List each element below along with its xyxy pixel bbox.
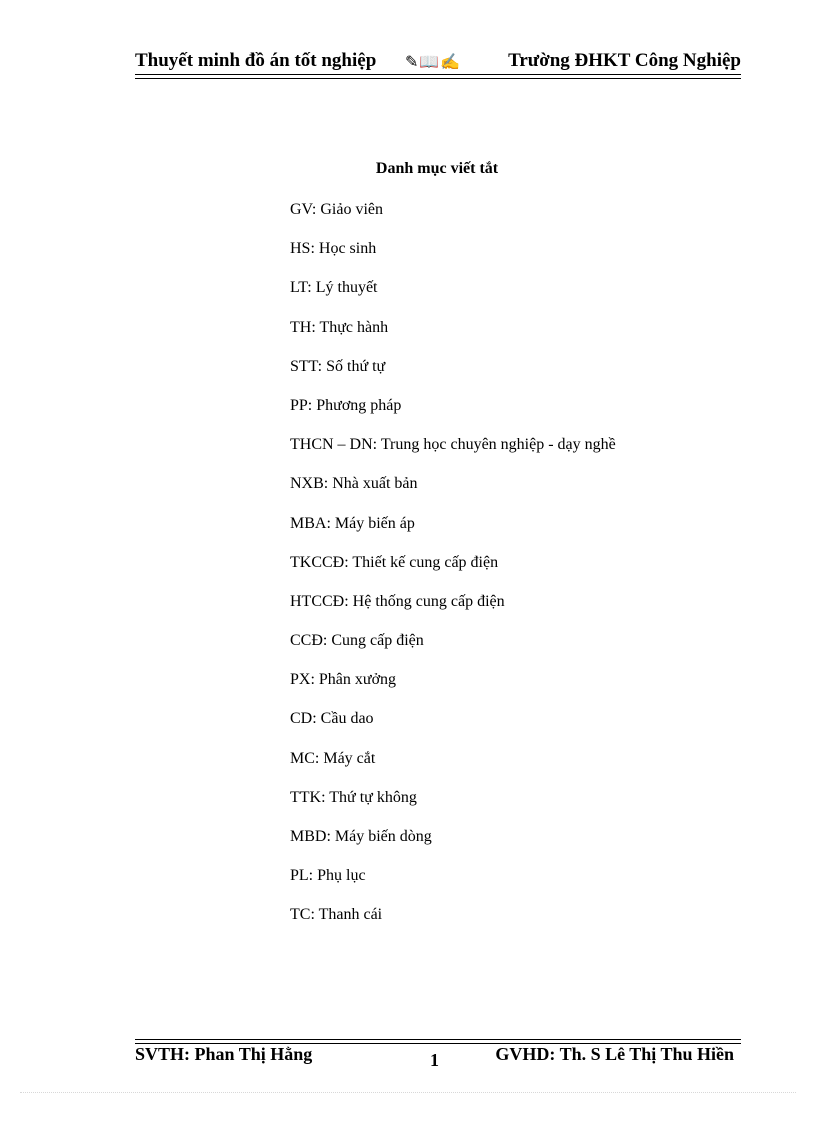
book-pen-ornament-icon: ✎📖✍: [405, 54, 462, 71]
list-item: PP: Phương pháp: [290, 396, 402, 414]
list-item: MBD: Máy biến dòng: [290, 828, 432, 845]
list-item: HS: Học sinh: [290, 240, 377, 258]
list-item: TKCCĐ: Thiết kế cung cấp điện: [290, 553, 499, 571]
list-item: TTK: Thứ tự không: [290, 788, 417, 806]
list-item: PX: Phân xưởng: [290, 671, 397, 689]
list-item: NXB: Nhà xuất bản: [290, 475, 418, 493]
list-item: PL: Phụ lục: [290, 867, 366, 885]
list-item: GV: Giảo viên: [290, 201, 384, 218]
list-item: MC: Máy cắt: [290, 749, 376, 767]
list-item: TC: Thanh cái: [290, 906, 383, 924]
list-item: THCN – DN: Trung học chuyên nghiệp - dạy nghề: [290, 436, 616, 454]
header-document-title: Thuyết minh đồ án tốt nghiệp: [135, 50, 377, 71]
list-item: LT: Lý thuyết: [290, 279, 378, 297]
page-title: Danh mục viết tắt: [375, 160, 499, 177]
page-number: 1: [430, 1050, 439, 1070]
list-item: TH: Thực hành: [290, 318, 389, 336]
list-item: HTCCĐ: Hệ thống cung cấp điện: [290, 592, 505, 610]
list-item: CCĐ: Cung cấp điện: [290, 632, 424, 650]
footer-supervisor-name: GVHD: Th. S Lê Thị Thu Hiền: [495, 1044, 734, 1064]
list-item: CD: Cầu dao: [290, 710, 374, 728]
header-university-name: Trường ĐHKT Công Nghiệp: [508, 50, 741, 71]
list-item: MBA: Máy biến áp: [290, 514, 415, 532]
footer-student-name: SVTH: Phan Thị Hằng: [135, 1044, 313, 1064]
list-item: STT: Số thứ tự: [290, 357, 386, 375]
header-double-rule: [135, 74, 741, 79]
page-bottom-edge: [20, 1092, 796, 1093]
page-header: [135, 50, 741, 72]
abbreviation-list: [290, 199, 616, 944]
